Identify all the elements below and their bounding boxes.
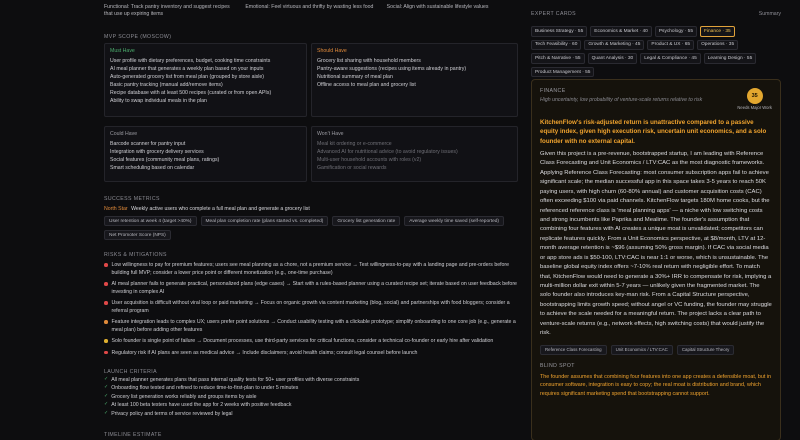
expert-card-business-strategy[interactable]: Business Strategy · 55 [531,26,587,37]
criterion-text: All meal planner generates plans that pass internal quality tests for 50+ user profiles with diverse constraints [111,376,360,383]
finance-body: Given this project is a pre-revenue, bootstrapped startup, I am leading with Reference Class Forecasting and Unit Economics / LTV:CAC as the most diagnostic frameworks. Applying Reference Class Forecasting: most consumer subscription apps fail to achieve significant scale; the median successful app in this space takes 3-5 years to reach 50K paying users, with high churn (60-80% annual) and customer acquisition costs (CAC) often exceeding $100 via paid channels. KitchenFlow targets 180M home cooks, but the referenced reference class is 'meal planning apps' — a niche with low switching costs and strong incumbents like Paprika and Mealime. The founder's assumption that combining four features with AI creates a unique moat is unvalidated; competitors can replicate features quickly. From a Unit Economics perspective, at $8/month, LTV at 12-month average retention is ~$96 (assuming 50% gross margin). If CAC via social media or app store ads is $50-100, LTV:CAC is near 1:1 or worse, which is unsustainable. The baseline global equity index offers ~7-10% real return with negligible effort. To match that, KitchenFlow would need to generate a 30%+ IRR to compensate for risk, implying a multi-million dollar exit within 5-7 years — unlikely given the fragmented market. The solo founder also introduces key-man risk. From a Capital Structure perspective, bootstrapping limits growth speed; without angel or VC funding, the founder may struggle to achieve the scale needed for a meaningful return. The project lacks a clear path to venture-scale returns (e.g., network effects, high switching costs) that would justify the risk. [540,150,772,337]
risk-text: Low willingness to pay for premium features; users see meal planning as a chore, not a premium service → Test willingness-to-pay with a landing page and pre-orders before building full MVP; consider a lower price point or different monetization (e.g., one-time purchase) [111,262,510,276]
expert-card-product-management[interactable]: Product Management · 55 [531,67,594,78]
metric-chip: Average weekly time saved (self-reported) [404,216,504,226]
could-have-label: Could Have [110,131,138,137]
metric-chip: Net Promoter Score (NPS) [104,230,171,240]
severity-dot [104,301,108,305]
could-have-box [104,126,307,182]
risk-text: Regulatory risk if AI plans are seen as medical advice → Include disclaimers; avoid health claims; consult legal counsel before launch [111,349,418,356]
expert-card-psychology[interactable]: Psychology · 55 [655,26,697,37]
should-have-label: Should Have [317,48,347,54]
metric-chip: Grocery list generation rate [332,216,400,226]
emotional-job: Emotional: Feel virtuous and thrifty by wasting less food [245,4,374,10]
check-icon: ✓ [104,375,109,382]
should-have-box [311,43,518,117]
score-circle: 35 [747,88,763,104]
criterion-item [104,410,518,418]
success-metrics [104,196,518,240]
criterion-item [104,393,518,401]
severity-dot [104,339,108,343]
finance-headline: KitchenFlow's risk-adjusted return is unattractive compared to a passive equity index, given high execution risk, uncertain unit economics, and a solo founder with no external capital. [540,119,767,145]
risk-item [104,338,518,346]
criterion-text: Grocery list generation works reliably and groups items by aisle [111,393,257,400]
criterion-item [104,384,518,392]
risk-item [104,319,518,334]
expert-card-tabs [531,26,781,77]
risk-text: Solo founder is single point of failure → Document processes, use third-party services for critical functions, consider a technical co-founder or early hire after validation [111,338,494,345]
north-star-label: North Star [104,206,128,212]
list-item: Nutritional summary of meal plan [317,74,393,81]
wont-have-label: Won't Have [317,131,344,137]
list-item: AI meal planner that generates a weekly plan based on your inputs [110,66,264,73]
risk-text: AI meal planner fails to generate practical, personalized plans (edge cases) → Start with a rules-based planner using a curated recipe set; iterate based on user feedback before investing in complex AI [111,281,517,295]
must-have-box [104,43,307,117]
list-item: Multi-user household accounts with roles (v2) [317,157,422,164]
expert-card-pitch-narrative[interactable]: Pitch & Narrative · 55 [531,53,585,64]
list-item: User profile with dietary preferences, budget, cooking time constraints [110,58,271,64]
north-star [104,206,518,212]
risks-mitigations [104,252,518,357]
metric-chip: User retention at week 4 (target >40%) [104,216,197,226]
list-item: Advanced AI for nutritional advice (to avoid regulatory issues) [317,149,458,156]
list-item: Recipe database with at least 500 recipes (curated or from open APIs) [110,90,272,97]
expert-card-finance[interactable]: Finance · 35 [700,26,735,37]
metric-chips [104,216,518,240]
social-job: Social: Align with sustainable lifestyle values [386,4,489,10]
criterion-text: Onboarding flow tested and refined to reduce time-to-first-plan to under 5 minutes [111,385,299,392]
framework-chip: Unit Economics / LTV:CAC [611,345,673,355]
blind-spot-text: The founder assumes that combining four features into one app creates a defensible moat, but in consumer software, integration is easy to copy; the real moat is distribution and brand, which requires significant marketing spend that bootstrapping cannot support. [540,373,772,397]
expert-card-growth-marketing[interactable]: Growth & Marketing · 45 [584,40,644,51]
list-item: Basic pantry tracking (manual add/remove items) [110,82,223,89]
list-item: Social features (community meal plans, ratings) [110,157,220,164]
success-metrics-title: SUCCESS METRICS [104,196,160,202]
must-have-label: Must Have [110,48,135,54]
list-item: Pantry-aware suggestions (recipes using items already in pantry) [317,66,467,73]
functional-job: Functional: Track pantry inventory and suggest recipes that use up expiring items [104,4,230,18]
main-report [104,0,522,440]
criterion-item [104,376,518,384]
jobs-to-be-done [104,4,522,18]
framework-chips [540,345,772,355]
risk-item [104,262,518,277]
mvp-scope-title: MVP SCOPE (MOSCOW) [104,34,172,40]
criterion-text: At least 100 beta testers have used the app for 2 weeks with positive feedback [111,402,292,409]
check-icon: ✓ [104,409,109,416]
launch-criteria [104,369,518,418]
expert-card-economics-market[interactable]: Economics & Market · 40 [590,26,652,37]
risk-text: Feature integration leads to complex UX; users prefer point solutions → Conduct usability testing with a clickable prototype; simplify onboarding to one core job (e.g., generate a meal plan) before adding other features [111,319,516,333]
risk-item [104,300,518,315]
list-item: Auto-generated grocery list from meal plan (grouped by store aisle) [110,74,264,81]
list-item: Grocery list sharing with household members [317,58,421,64]
risk-item [104,281,518,296]
framework-chip: Reference Class Forecasting [540,345,607,355]
expert-panel [531,0,781,440]
finance-title: FINANCE [540,88,566,94]
check-icon: ✓ [104,401,109,408]
list-item: Integration with grocery delivery services [110,149,204,156]
risks-title: RISKS & MITIGATIONS [104,252,167,258]
expert-card-learning-design[interactable]: Learning Design · 55 [704,53,757,64]
expert-card-legal-compliance[interactable]: Legal & Compliance · 45 [640,53,701,64]
expert-card-quant-analysis[interactable]: Quant Analysis · 30 [588,53,638,64]
risk-text: User acquisition is difficult without viral loop or paid marketing → Focus on organic growth via content marketing (blog, social) and partnerships with food bloggers; consider a referral program [111,300,510,314]
check-icon: ✓ [104,392,109,399]
list-item: Offline access to meal plan and grocery list [317,82,416,89]
expert-card-tech-feasibility[interactable]: Tech Feasibility · 60 [531,40,581,51]
score-badge [737,88,772,110]
launch-criteria-title: LAUNCH CRITERIA [104,369,157,375]
check-icon: ✓ [104,384,109,391]
risk-item [104,350,518,358]
timeline-title: TIMELINE ESTIMATE [104,432,162,438]
expert-card-operations[interactable]: Operations · 35 [697,40,738,51]
expert-cards-header [531,11,781,17]
expert-card-product-ux[interactable]: Product & UX · 65 [647,40,694,51]
expert-cards-title: EXPERT CARDS [531,11,576,17]
list-item: Meal kit ordering or e-commerce [317,141,392,147]
list-item: Barcode scanner for pantry input [110,141,186,147]
list-item: Ability to swap individual meals in the plan [110,98,207,105]
severity-dot [104,282,108,286]
summary-link[interactable]: Summary [758,11,781,17]
list-item: Smart scheduling based on calendar [110,165,195,172]
blind-spot-title: BLIND SPOT [540,362,575,369]
finance-header [540,88,772,110]
score-verdict: Needs Major Work [737,105,772,110]
severity-dot [104,263,108,267]
severity-dot [104,351,108,355]
criterion-item [104,401,518,409]
finance-subtitle: High uncertainty, low probability of venture-scale returns relative to risk [540,97,703,103]
severity-dot [104,320,108,324]
list-item: Gamification or social rewards [317,165,387,172]
finance-detail-card [531,79,781,440]
wont-have-box [311,126,518,182]
criterion-text: Privacy policy and terms of service reviewed by legal [111,410,233,417]
north-star-value: Weekly active users who complete a full meal plan and generate a grocery list [131,206,310,212]
metric-chip: Meal plan completion rate (plans started vs. completed) [201,216,329,226]
framework-chip: Capital Structure Theory [677,345,735,355]
